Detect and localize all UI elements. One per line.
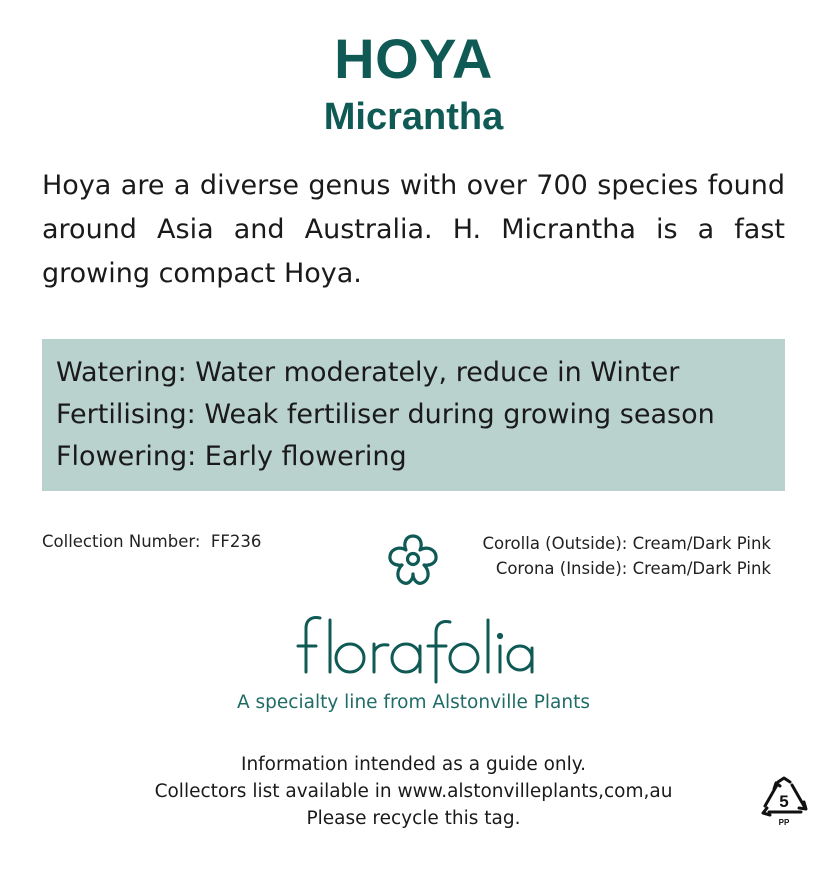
recycle-code: PP xyxy=(778,818,790,827)
footer-collectors-note: Collectors list available in www.alstonvilleplants,com,au xyxy=(154,781,673,802)
description-text: Hoya are a diverse genus with over 700 species found around Asia and Australia. H. Micrantha is a fast growing compact Hoya. xyxy=(42,170,785,289)
flower-colours xyxy=(483,531,771,581)
recycle-number: 5 xyxy=(779,792,789,811)
footer-recycle-note: Please recycle this tag. xyxy=(306,808,521,829)
corolla-colour: Corolla (Outside): Cream/Dark Pink xyxy=(482,534,771,553)
brand-tagline: A specialty line from Alstonville Plants xyxy=(237,692,590,713)
watering-line: Watering: Water moderately, reduce in Winter xyxy=(56,357,680,388)
genus-title: HOYA xyxy=(334,27,493,90)
flowering-line: Flowering: Early flowering xyxy=(56,441,407,472)
species-title: Micrantha xyxy=(323,96,504,138)
care-instructions-box xyxy=(42,339,785,491)
corona-colour: Corona (Inside): Cream/Dark Pink xyxy=(495,559,771,578)
fertilising-line: Fertilising: Weak fertiliser during growing season xyxy=(56,399,715,430)
florafolia-logo xyxy=(0,606,827,686)
flower-icon xyxy=(384,530,442,588)
collection-label: Collection Number: xyxy=(42,532,201,551)
recycle-icon xyxy=(758,775,810,829)
collection-value: FF236 xyxy=(210,532,262,551)
footer-notes xyxy=(0,751,827,832)
collection-number xyxy=(42,531,261,553)
footer-guide-note: Information intended as a guide only. xyxy=(240,754,586,775)
